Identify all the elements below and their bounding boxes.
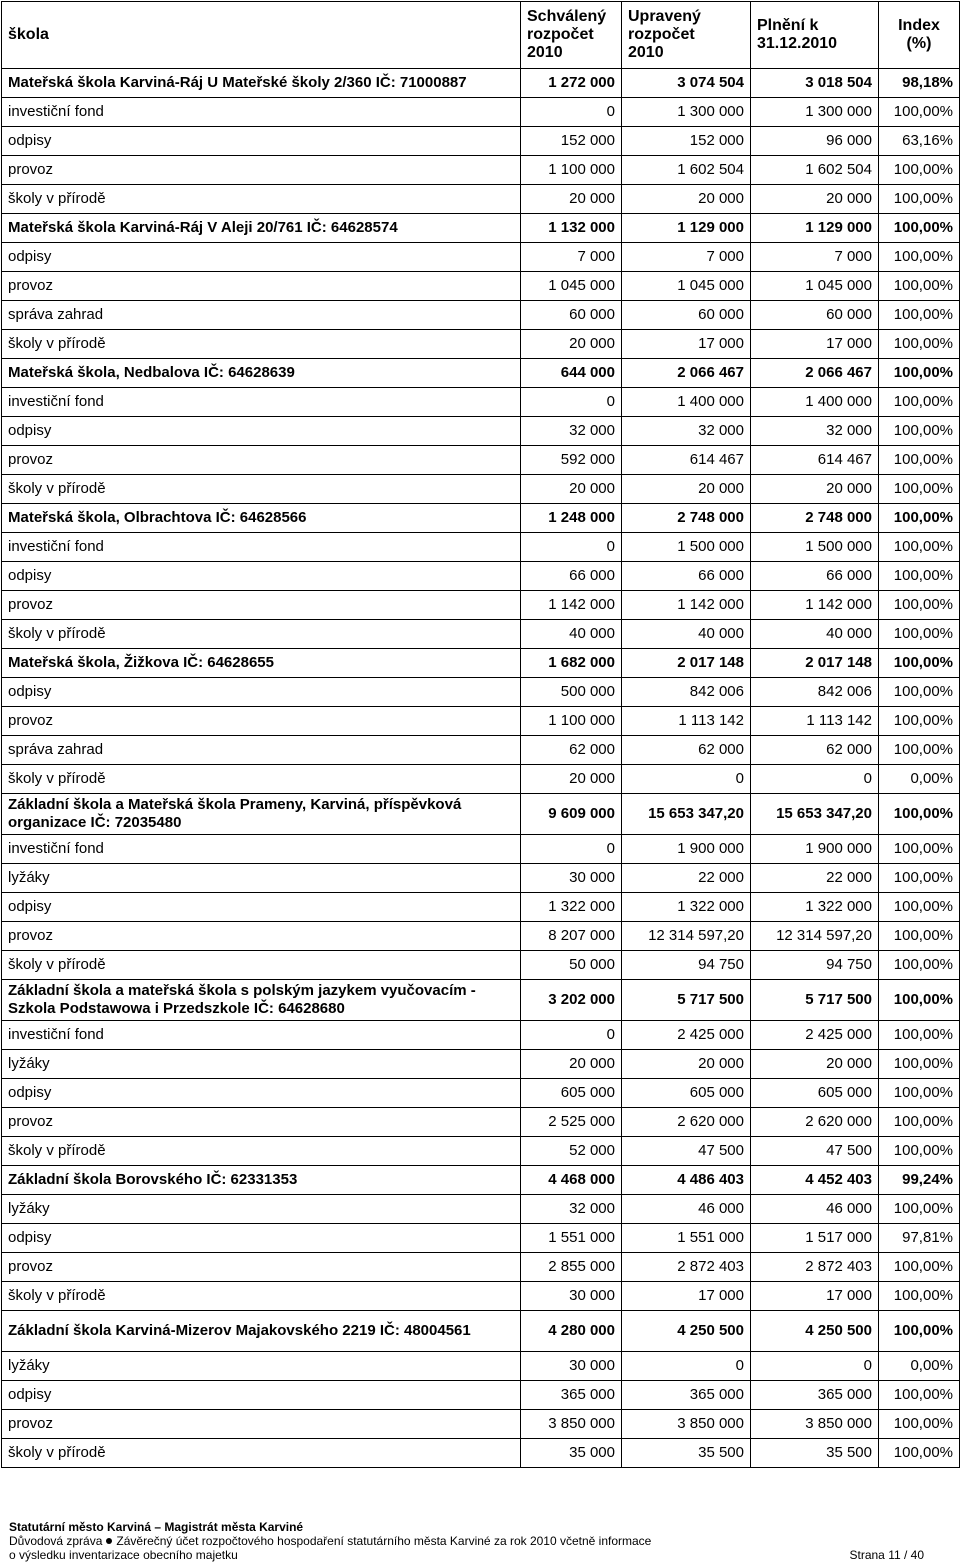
approved-budget-cell: 32 000 [521,1195,622,1224]
fulfilment-cell: 614 467 [751,446,879,475]
item-row [2,1137,960,1166]
adjusted-budget-cell: 17 000 [622,330,751,359]
fulfilment-cell: 60 000 [751,301,879,330]
item-row [2,156,960,185]
index-cell: 100,00% [879,1195,960,1224]
row-name-cell: investiční fond [2,388,521,417]
organization-row [2,69,960,98]
index-cell: 100,00% [879,951,960,980]
row-name-cell: odpisy [2,678,521,707]
approved-budget-cell: 20 000 [521,475,622,504]
approved-budget-cell: 0 [521,1021,622,1050]
adjusted-budget-cell: 1 551 000 [622,1224,751,1253]
footer-report-title: Závěrečný účet rozpočtového hospodaření statutárního města Karviné za rok 2010 včetně informace [116,1534,652,1548]
approved-budget-cell: 35 000 [521,1439,622,1468]
organization-row [2,980,960,1021]
fulfilment-cell: 2 872 403 [751,1253,879,1282]
index-cell: 99,24% [879,1166,960,1195]
approved-budget-cell: 9 609 000 [521,794,622,835]
adjusted-budget-cell: 2 017 148 [622,649,751,678]
fulfilment-cell: 12 314 597,20 [751,922,879,951]
adjusted-budget-cell: 1 400 000 [622,388,751,417]
organization-row [2,1166,960,1195]
column-header-index: Index (%) [879,2,960,69]
row-name-cell: investiční fond [2,835,521,864]
fulfilment-cell: 365 000 [751,1381,879,1410]
row-name-cell: odpisy [2,243,521,272]
row-name-cell: investiční fond [2,533,521,562]
approved-budget-cell: 52 000 [521,1137,622,1166]
fulfilment-cell: 4 250 500 [751,1311,879,1352]
item-row [2,1282,960,1311]
row-name-cell: Základní škola a mateřská škola s polským jazykem vyučovacím - Szkola Podstawowa i Przedszkole IČ: 64628680 [2,980,521,1021]
item-row [2,835,960,864]
approved-budget-cell: 8 207 000 [521,922,622,951]
index-cell: 100,00% [879,156,960,185]
approved-budget-cell: 30 000 [521,864,622,893]
fulfilment-cell: 1 517 000 [751,1224,879,1253]
index-cell: 100,00% [879,620,960,649]
adjusted-budget-cell: 7 000 [622,243,751,272]
row-name-cell: provoz [2,1410,521,1439]
item-row [2,864,960,893]
row-name-cell: odpisy [2,127,521,156]
fulfilment-cell: 15 653 347,20 [751,794,879,835]
fulfilment-cell: 20 000 [751,185,879,214]
item-row [2,98,960,127]
fulfilment-cell: 17 000 [751,1282,879,1311]
row-name-cell: lyžáky [2,864,521,893]
index-cell: 100,00% [879,359,960,388]
item-row [2,1050,960,1079]
item-row [2,446,960,475]
fulfilment-cell: 0 [751,1352,879,1381]
adjusted-budget-cell: 22 000 [622,864,751,893]
index-cell: 63,16% [879,127,960,156]
fulfilment-cell: 842 006 [751,678,879,707]
fulfilment-cell: 62 000 [751,736,879,765]
approved-budget-cell: 2 855 000 [521,1253,622,1282]
item-row [2,893,960,922]
fulfilment-cell: 1 300 000 [751,98,879,127]
index-cell: 100,00% [879,893,960,922]
adjusted-budget-cell: 1 142 000 [622,591,751,620]
adjusted-budget-cell: 20 000 [622,475,751,504]
approved-budget-cell: 1 272 000 [521,69,622,98]
approved-budget-cell: 1 142 000 [521,591,622,620]
column-header-approved: Schválený rozpočet 2010 [521,2,622,69]
approved-budget-cell: 0 [521,835,622,864]
row-name-cell: lyžáky [2,1195,521,1224]
adjusted-budget-cell: 32 000 [622,417,751,446]
fulfilment-cell: 0 [751,765,879,794]
approved-budget-cell: 1 132 000 [521,214,622,243]
table-body [2,69,960,1468]
approved-budget-cell: 60 000 [521,301,622,330]
row-name-cell: odpisy [2,417,521,446]
adjusted-budget-cell: 1 129 000 [622,214,751,243]
index-cell: 100,00% [879,1410,960,1439]
approved-budget-cell: 3 850 000 [521,1410,622,1439]
fulfilment-cell: 3 018 504 [751,69,879,98]
fulfilment-cell: 22 000 [751,864,879,893]
approved-budget-cell: 644 000 [521,359,622,388]
index-cell: 100,00% [879,1311,960,1352]
organization-row [2,504,960,533]
item-row [2,951,960,980]
fulfilment-cell: 1 322 000 [751,893,879,922]
approved-budget-cell: 20 000 [521,1050,622,1079]
index-cell: 100,00% [879,649,960,678]
index-cell: 100,00% [879,417,960,446]
fulfilment-cell: 20 000 [751,1050,879,1079]
index-cell: 100,00% [879,533,960,562]
adjusted-budget-cell: 15 653 347,20 [622,794,751,835]
organization-row [2,359,960,388]
organization-row [2,649,960,678]
row-name-cell: školy v přírodě [2,1439,521,1468]
page-footer [9,1520,929,1562]
fulfilment-cell: 2 425 000 [751,1021,879,1050]
index-cell: 100,00% [879,301,960,330]
index-cell: 100,00% [879,707,960,736]
fulfilment-cell: 4 452 403 [751,1166,879,1195]
approved-budget-cell: 0 [521,533,622,562]
adjusted-budget-cell: 1 602 504 [622,156,751,185]
approved-budget-cell: 1 100 000 [521,707,622,736]
approved-budget-cell: 3 202 000 [521,980,622,1021]
approved-budget-cell: 1 100 000 [521,156,622,185]
index-cell: 100,00% [879,591,960,620]
item-row [2,272,960,301]
adjusted-budget-cell: 3 850 000 [622,1410,751,1439]
approved-budget-cell: 0 [521,388,622,417]
index-cell: 100,00% [879,1137,960,1166]
row-name-cell: školy v přírodě [2,330,521,359]
row-name-cell: Mateřská škola Karviná-Ráj V Aleji 20/761 IČ: 64628574 [2,214,521,243]
approved-budget-cell: 30 000 [521,1282,622,1311]
index-cell: 100,00% [879,678,960,707]
organization-row [2,1311,960,1352]
adjusted-budget-cell: 1 322 000 [622,893,751,922]
item-row [2,127,960,156]
row-name-cell: správa zahrad [2,736,521,765]
item-row [2,1108,960,1137]
column-header-adjusted: Upravený rozpočet 2010 [622,2,751,69]
item-row [2,765,960,794]
index-cell: 100,00% [879,980,960,1021]
row-name-cell: provoz [2,1253,521,1282]
fulfilment-cell: 20 000 [751,475,879,504]
item-row [2,533,960,562]
item-row [2,736,960,765]
row-name-cell: provoz [2,1108,521,1137]
row-name-cell: Základní škola Borovského IČ: 62331353 [2,1166,521,1195]
fulfilment-cell: 94 750 [751,951,879,980]
approved-budget-cell: 62 000 [521,736,622,765]
index-cell: 100,00% [879,185,960,214]
adjusted-budget-cell: 66 000 [622,562,751,591]
adjusted-budget-cell: 17 000 [622,1282,751,1311]
approved-budget-cell: 0 [521,98,622,127]
approved-budget-cell: 66 000 [521,562,622,591]
approved-budget-cell: 40 000 [521,620,622,649]
row-name-cell: Mateřská škola, Nedbalova IČ: 64628639 [2,359,521,388]
approved-budget-cell: 1 248 000 [521,504,622,533]
approved-budget-cell: 605 000 [521,1079,622,1108]
adjusted-budget-cell: 35 500 [622,1439,751,1468]
fulfilment-cell: 1 602 504 [751,156,879,185]
approved-budget-cell: 2 525 000 [521,1108,622,1137]
approved-budget-cell: 365 000 [521,1381,622,1410]
index-cell: 100,00% [879,922,960,951]
adjusted-budget-cell: 1 045 000 [622,272,751,301]
adjusted-budget-cell: 60 000 [622,301,751,330]
row-name-cell: školy v přírodě [2,765,521,794]
item-row [2,1079,960,1108]
adjusted-budget-cell: 4 250 500 [622,1311,751,1352]
item-row [2,330,960,359]
index-cell: 100,00% [879,1282,960,1311]
fulfilment-cell: 1 142 000 [751,591,879,620]
bullet-icon [106,1538,112,1544]
item-row [2,922,960,951]
index-cell: 100,00% [879,1050,960,1079]
adjusted-budget-cell: 365 000 [622,1381,751,1410]
index-cell: 100,00% [879,1253,960,1282]
row-name-cell: správa zahrad [2,301,521,330]
approved-budget-cell: 32 000 [521,417,622,446]
row-name-cell: Mateřská škola, Olbrachtova IČ: 64628566 [2,504,521,533]
adjusted-budget-cell: 2 066 467 [622,359,751,388]
item-row [2,388,960,417]
item-row [2,1352,960,1381]
fulfilment-cell: 66 000 [751,562,879,591]
item-row [2,301,960,330]
row-name-cell: odpisy [2,1079,521,1108]
adjusted-budget-cell: 62 000 [622,736,751,765]
item-row [2,1224,960,1253]
row-name-cell: školy v přírodě [2,1282,521,1311]
adjusted-budget-cell: 152 000 [622,127,751,156]
adjusted-budget-cell: 1 300 000 [622,98,751,127]
table-header-row [2,2,960,69]
adjusted-budget-cell: 0 [622,765,751,794]
fulfilment-cell: 40 000 [751,620,879,649]
item-row [2,1381,960,1410]
item-row [2,417,960,446]
fulfilment-cell: 46 000 [751,1195,879,1224]
adjusted-budget-cell: 1 500 000 [622,533,751,562]
adjusted-budget-cell: 12 314 597,20 [622,922,751,951]
item-row [2,591,960,620]
organization-row [2,214,960,243]
approved-budget-cell: 20 000 [521,185,622,214]
index-cell: 100,00% [879,388,960,417]
index-cell: 100,00% [879,475,960,504]
row-name-cell: provoz [2,272,521,301]
adjusted-budget-cell: 20 000 [622,185,751,214]
item-row [2,1439,960,1468]
approved-budget-cell: 7 000 [521,243,622,272]
index-cell: 100,00% [879,214,960,243]
adjusted-budget-cell: 0 [622,1352,751,1381]
row-name-cell: školy v přírodě [2,185,521,214]
fulfilment-cell: 1 129 000 [751,214,879,243]
index-cell: 100,00% [879,446,960,475]
row-name-cell: provoz [2,707,521,736]
fulfilment-cell: 32 000 [751,417,879,446]
budget-table [1,1,960,1468]
footer-report-line [9,1534,929,1548]
row-name-cell: odpisy [2,562,521,591]
approved-budget-cell: 50 000 [521,951,622,980]
index-cell: 100,00% [879,562,960,591]
approved-budget-cell: 500 000 [521,678,622,707]
adjusted-budget-cell: 2 748 000 [622,504,751,533]
adjusted-budget-cell: 94 750 [622,951,751,980]
adjusted-budget-cell: 2 872 403 [622,1253,751,1282]
adjusted-budget-cell: 46 000 [622,1195,751,1224]
row-name-cell: odpisy [2,893,521,922]
column-header-school: škola [2,2,521,69]
fulfilment-cell: 1 500 000 [751,533,879,562]
fulfilment-cell: 5 717 500 [751,980,879,1021]
fulfilment-cell: 1 400 000 [751,388,879,417]
row-name-cell: provoz [2,591,521,620]
item-row [2,1410,960,1439]
row-name-cell: odpisy [2,1381,521,1410]
adjusted-budget-cell: 1 113 142 [622,707,751,736]
row-name-cell: školy v přírodě [2,951,521,980]
item-row [2,678,960,707]
approved-budget-cell: 1 682 000 [521,649,622,678]
adjusted-budget-cell: 605 000 [622,1079,751,1108]
fulfilment-cell: 35 500 [751,1439,879,1468]
adjusted-budget-cell: 3 074 504 [622,69,751,98]
fulfilment-cell: 7 000 [751,243,879,272]
fulfilment-cell: 17 000 [751,330,879,359]
fulfilment-cell: 2 620 000 [751,1108,879,1137]
item-row [2,1195,960,1224]
approved-budget-cell: 30 000 [521,1352,622,1381]
approved-budget-cell: 20 000 [521,765,622,794]
index-cell: 100,00% [879,243,960,272]
index-cell: 100,00% [879,1381,960,1410]
fulfilment-cell: 605 000 [751,1079,879,1108]
adjusted-budget-cell: 4 486 403 [622,1166,751,1195]
page-number: Strana 11 / 40 [849,1548,924,1562]
row-name-cell: investiční fond [2,1021,521,1050]
row-name-cell: lyžáky [2,1050,521,1079]
row-name-cell: Mateřská škola, Žižkova IČ: 64628655 [2,649,521,678]
index-cell: 100,00% [879,1021,960,1050]
item-row [2,1021,960,1050]
index-cell: 0,00% [879,1352,960,1381]
adjusted-budget-cell: 842 006 [622,678,751,707]
fulfilment-cell: 1 045 000 [751,272,879,301]
adjusted-budget-cell: 614 467 [622,446,751,475]
footer-report-title-cont: o výsledku inventarizace obecního majetku [9,1548,238,1562]
row-name-cell: školy v přírodě [2,620,521,649]
approved-budget-cell: 1 322 000 [521,893,622,922]
adjusted-budget-cell: 5 717 500 [622,980,751,1021]
row-name-cell: Základní škola a Mateřská škola Prameny, Karviná, příspěvková organizace IČ: 72035480 [2,794,521,835]
index-cell: 100,00% [879,98,960,127]
item-row [2,1253,960,1282]
adjusted-budget-cell: 2 425 000 [622,1021,751,1050]
footer-organization: Statutární město Karviná – Magistrát města Karviné [9,1520,304,1534]
fulfilment-cell: 96 000 [751,127,879,156]
index-cell: 100,00% [879,1079,960,1108]
item-row [2,562,960,591]
row-name-cell: provoz [2,446,521,475]
approved-budget-cell: 4 468 000 [521,1166,622,1195]
approved-budget-cell: 1 045 000 [521,272,622,301]
index-cell: 100,00% [879,330,960,359]
index-cell: 100,00% [879,864,960,893]
footer-report-label: Důvodová zpráva [9,1534,103,1548]
fulfilment-cell: 3 850 000 [751,1410,879,1439]
index-cell: 98,18% [879,69,960,98]
index-cell: 100,00% [879,1108,960,1137]
fulfilment-cell: 1 900 000 [751,835,879,864]
index-cell: 0,00% [879,765,960,794]
adjusted-budget-cell: 2 620 000 [622,1108,751,1137]
fulfilment-cell: 2 748 000 [751,504,879,533]
row-name-cell: školy v přírodě [2,1137,521,1166]
row-name-cell: lyžáky [2,1352,521,1381]
row-name-cell: školy v přírodě [2,475,521,504]
index-cell: 100,00% [879,736,960,765]
adjusted-budget-cell: 47 500 [622,1137,751,1166]
approved-budget-cell: 592 000 [521,446,622,475]
adjusted-budget-cell: 20 000 [622,1050,751,1079]
index-cell: 100,00% [879,504,960,533]
index-cell: 97,81% [879,1224,960,1253]
row-name-cell: provoz [2,922,521,951]
fulfilment-cell: 1 113 142 [751,707,879,736]
adjusted-budget-cell: 1 900 000 [622,835,751,864]
column-header-fulfilment: Plnění k 31.12.2010 [751,2,879,69]
item-row [2,475,960,504]
index-cell: 100,00% [879,835,960,864]
approved-budget-cell: 4 280 000 [521,1311,622,1352]
index-cell: 100,00% [879,794,960,835]
row-name-cell: Základní škola Karviná-Mizerov Majakovského 2219 IČ: 48004561 [2,1311,521,1352]
row-name-cell: odpisy [2,1224,521,1253]
item-row [2,185,960,214]
fulfilment-cell: 47 500 [751,1137,879,1166]
organization-row [2,794,960,835]
item-row [2,620,960,649]
approved-budget-cell: 1 551 000 [521,1224,622,1253]
fulfilment-cell: 2 017 148 [751,649,879,678]
row-name-cell: Mateřská škola Karviná-Ráj U Mateřské školy 2/360 IČ: 71000887 [2,69,521,98]
footer-bottom-line [9,1548,929,1562]
adjusted-budget-cell: 40 000 [622,620,751,649]
fulfilment-cell: 2 066 467 [751,359,879,388]
index-cell: 100,00% [879,272,960,301]
row-name-cell: provoz [2,156,521,185]
row-name-cell: investiční fond [2,98,521,127]
index-cell: 100,00% [879,1439,960,1468]
approved-budget-cell: 20 000 [521,330,622,359]
approved-budget-cell: 152 000 [521,127,622,156]
item-row [2,707,960,736]
item-row [2,243,960,272]
